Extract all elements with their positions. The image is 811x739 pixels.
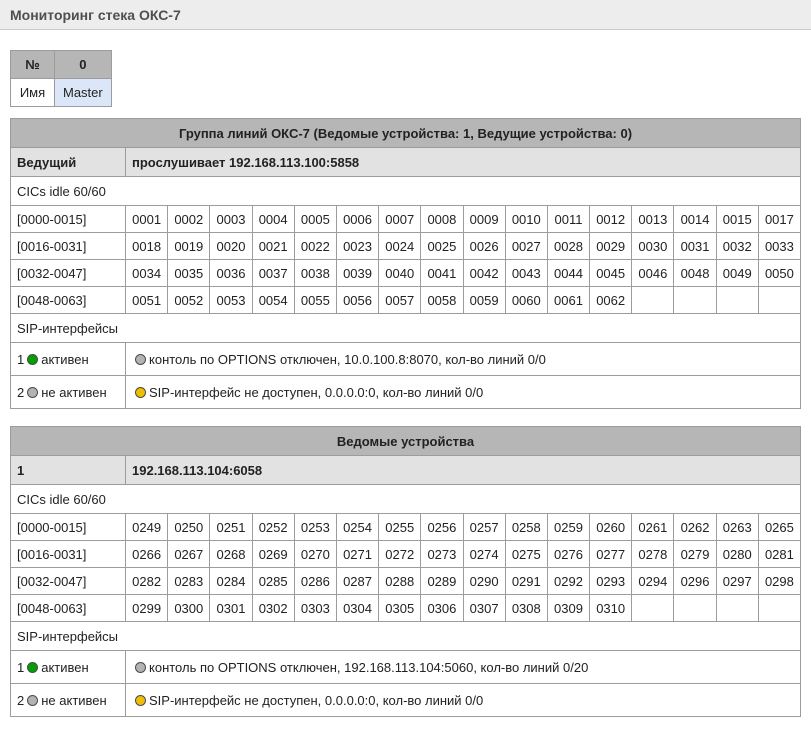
sip-number: 2 (17, 692, 25, 708)
cic-cell: 0011 (547, 206, 589, 233)
cic-range-label: [0000-0015] (11, 206, 126, 233)
sip-state-led-icon (27, 354, 38, 365)
slave-sip-1-status-cell (126, 651, 801, 684)
cic-cell: 0020 (210, 233, 252, 260)
cic-cell (632, 595, 674, 622)
cic-cell: 0253 (294, 514, 336, 541)
cic-cell: 0265 (758, 514, 800, 541)
cic-cell: 0045 (590, 260, 632, 287)
cic-cell: 0043 (505, 260, 547, 287)
cic-cell: 0032 (716, 233, 758, 260)
slave-cics-row (11, 485, 801, 514)
cic-cell: 0006 (336, 206, 378, 233)
cic-cell (674, 595, 716, 622)
sip-state-led-icon (27, 695, 38, 706)
cic-cell: 0042 (463, 260, 505, 287)
cic-cell: 0025 (421, 233, 463, 260)
cic-cell: 0275 (505, 541, 547, 568)
slave-role-row (11, 456, 801, 485)
cic-cell: 0038 (294, 260, 336, 287)
cic-cell: 0274 (463, 541, 505, 568)
cic-cell: 0260 (590, 514, 632, 541)
slave-sip-title-row (11, 622, 801, 651)
cic-cell: 0057 (379, 287, 421, 314)
cic-cell: 0018 (126, 233, 168, 260)
cic-cell: 0310 (590, 595, 632, 622)
cic-cell: 0058 (421, 287, 463, 314)
cic-cell: 0308 (505, 595, 547, 622)
cic-cell: 0302 (252, 595, 294, 622)
sip-number: 1 (17, 659, 25, 675)
cic-cell: 0269 (252, 541, 294, 568)
device-number-row (11, 51, 112, 79)
cic-cell: 0050 (758, 260, 800, 287)
cic-cell: 0278 (632, 541, 674, 568)
cic-row (11, 568, 801, 595)
cic-cell (716, 595, 758, 622)
cic-cell: 0061 (547, 287, 589, 314)
cic-cell: 0001 (126, 206, 168, 233)
device-number-value: 0 (55, 51, 112, 79)
device-name-value: Master (55, 79, 112, 107)
cic-cell: 0035 (168, 260, 210, 287)
cic-cell: 0007 (379, 206, 421, 233)
cic-cell: 0249 (126, 514, 168, 541)
cic-cell: 0280 (716, 541, 758, 568)
cic-range-label: [0016-0031] (11, 233, 126, 260)
cic-cell: 0056 (336, 287, 378, 314)
sip-status-text: SIP-интерфейс не доступен, 0.0.0.0:0, кол-во линий 0/0 (149, 692, 484, 708)
cic-cell: 0017 (758, 206, 800, 233)
cic-cell: 0279 (674, 541, 716, 568)
cic-cell: 0277 (590, 541, 632, 568)
cic-cell: 0015 (716, 206, 758, 233)
master-group-title-row (11, 119, 801, 148)
cic-cell: 0055 (294, 287, 336, 314)
cic-cell (632, 287, 674, 314)
cic-cell: 0251 (210, 514, 252, 541)
slave-sip-1-state-cell (11, 651, 126, 684)
slave-sip-row-1 (11, 651, 801, 684)
master-cics-row (11, 177, 801, 206)
cic-cell: 0023 (336, 233, 378, 260)
cic-cell: 0301 (210, 595, 252, 622)
cic-cell: 0284 (210, 568, 252, 595)
cic-cell: 0292 (547, 568, 589, 595)
cic-cell: 0002 (168, 206, 210, 233)
cic-cell: 0293 (590, 568, 632, 595)
cic-cell: 0252 (252, 514, 294, 541)
cic-cell: 0003 (210, 206, 252, 233)
cic-cell: 0060 (505, 287, 547, 314)
cic-cell: 0309 (547, 595, 589, 622)
master-sip-1-status-cell (126, 343, 801, 376)
cic-cell: 0021 (252, 233, 294, 260)
sip-state-led-icon (27, 662, 38, 673)
master-sip-2-state-cell (11, 376, 126, 409)
cic-cell: 0022 (294, 233, 336, 260)
cic-row (11, 595, 801, 622)
cic-cell: 0272 (379, 541, 421, 568)
sip-state-label: не активен (41, 384, 107, 400)
master-sip-row-1 (11, 343, 801, 376)
main-content (0, 30, 811, 739)
master-sip-title-row (11, 314, 801, 343)
master-group-table (10, 118, 801, 409)
cic-cell: 0266 (126, 541, 168, 568)
device-name-row (11, 79, 112, 107)
cic-cell: 0062 (590, 287, 632, 314)
cic-cell: 0019 (168, 233, 210, 260)
master-role-row (11, 148, 801, 177)
cic-cell: 0297 (716, 568, 758, 595)
cic-cell: 0010 (505, 206, 547, 233)
cic-range-label: [0048-0063] (11, 287, 126, 314)
cic-cell: 0270 (294, 541, 336, 568)
cic-cell: 0306 (421, 595, 463, 622)
cic-cell: 0005 (294, 206, 336, 233)
device-number-label: № (11, 51, 55, 79)
cic-cell: 0276 (547, 541, 589, 568)
cic-cell: 0053 (210, 287, 252, 314)
page-header (0, 0, 811, 30)
slave-group-title-row (11, 427, 801, 456)
cic-cell: 0290 (463, 568, 505, 595)
cic-cell: 0030 (632, 233, 674, 260)
sip-status-led-icon (135, 354, 146, 365)
cic-cell: 0296 (674, 568, 716, 595)
cic-cell: 0041 (421, 260, 463, 287)
cic-range-label: [0032-0047] (11, 568, 126, 595)
cic-cell: 0012 (590, 206, 632, 233)
cic-cell: 0027 (505, 233, 547, 260)
device-info-table (10, 50, 112, 107)
cic-cell: 0281 (758, 541, 800, 568)
master-listen-address: прослушивает 192.168.113.100:5858 (126, 148, 801, 177)
sip-status-led-icon (135, 662, 146, 673)
slave-group-title: Ведомые устройства (11, 427, 801, 456)
master-group-title: Группа линий ОКС-7 (Ведомые устройства: 1, Ведущие устройства: 0) (11, 119, 801, 148)
cic-cell: 0255 (379, 514, 421, 541)
master-sip-title: SIP-интерфейсы (11, 314, 801, 343)
slave-devices-table (10, 426, 801, 717)
cic-cell: 0262 (674, 514, 716, 541)
cic-range-label: [0016-0031] (11, 541, 126, 568)
cic-cell: 0039 (336, 260, 378, 287)
cic-cell: 0261 (632, 514, 674, 541)
cic-cell: 0024 (379, 233, 421, 260)
cic-row (11, 514, 801, 541)
cic-cell: 0029 (590, 233, 632, 260)
sip-number: 2 (17, 384, 25, 400)
cic-cell (758, 287, 800, 314)
cic-cell: 0026 (463, 233, 505, 260)
slave-sip-2-state-cell (11, 684, 126, 717)
cic-cell: 0263 (716, 514, 758, 541)
cic-cell: 0305 (379, 595, 421, 622)
cic-range-label: [0032-0047] (11, 260, 126, 287)
cic-cell (758, 595, 800, 622)
cic-cell: 0037 (252, 260, 294, 287)
cic-cell (674, 287, 716, 314)
cic-cell: 0008 (421, 206, 463, 233)
cic-cell: 0036 (210, 260, 252, 287)
sip-number: 1 (17, 351, 25, 367)
cic-cell: 0259 (547, 514, 589, 541)
slave-device-number: 1 (11, 456, 126, 485)
cic-cell: 0282 (126, 568, 168, 595)
master-role-label: Ведущий (11, 148, 126, 177)
cic-cell: 0291 (505, 568, 547, 595)
cic-cell: 0287 (336, 568, 378, 595)
sip-status-led-icon (135, 387, 146, 398)
cic-cell: 0288 (379, 568, 421, 595)
cic-row (11, 206, 801, 233)
master-sip-1-state-cell (11, 343, 126, 376)
cic-cell: 0054 (252, 287, 294, 314)
cic-row (11, 260, 801, 287)
sip-status-text: SIP-интерфейс не доступен, 0.0.0.0:0, кол-во линий 0/0 (149, 384, 484, 400)
cic-cell: 0014 (674, 206, 716, 233)
cic-range-label: [0048-0063] (11, 595, 126, 622)
cic-cell: 0028 (547, 233, 589, 260)
cic-cell: 0052 (168, 287, 210, 314)
slave-sip-row-2 (11, 684, 801, 717)
cic-row (11, 541, 801, 568)
sip-state-label: активен (41, 659, 89, 675)
cic-cell: 0267 (168, 541, 210, 568)
cic-cell: 0040 (379, 260, 421, 287)
page-title: Мониторинг стека ОКС-7 (10, 6, 181, 23)
cic-cell: 0268 (210, 541, 252, 568)
cic-cell: 0298 (758, 568, 800, 595)
cic-cell: 0299 (126, 595, 168, 622)
cic-cell: 0046 (632, 260, 674, 287)
sip-state-label: не активен (41, 692, 107, 708)
cic-cell: 0294 (632, 568, 674, 595)
cic-cell: 0289 (421, 568, 463, 595)
sip-status-text: контоль по OPTIONS отключен, 192.168.113.104:5060, кол-во линий 0/20 (149, 659, 589, 675)
cic-cell: 0059 (463, 287, 505, 314)
master-sip-row-2 (11, 376, 801, 409)
cic-cell: 0034 (126, 260, 168, 287)
cic-cell: 0254 (336, 514, 378, 541)
cic-cell: 0273 (421, 541, 463, 568)
cic-cell: 0257 (463, 514, 505, 541)
cic-cell: 0304 (336, 595, 378, 622)
cic-cell: 0283 (168, 568, 210, 595)
cic-cell: 0033 (758, 233, 800, 260)
cic-cell: 0258 (505, 514, 547, 541)
cic-row (11, 287, 801, 314)
sip-state-led-icon (27, 387, 38, 398)
slave-cics-idle: CICs idle 60/60 (11, 485, 801, 514)
cic-cell: 0303 (294, 595, 336, 622)
cic-cell: 0271 (336, 541, 378, 568)
cic-row (11, 233, 801, 260)
cic-cell: 0049 (716, 260, 758, 287)
sip-status-led-icon (135, 695, 146, 706)
cic-cell: 0031 (674, 233, 716, 260)
cic-cell: 0307 (463, 595, 505, 622)
master-cics-idle: CICs idle 60/60 (11, 177, 801, 206)
sip-state-label: активен (41, 351, 89, 367)
master-sip-2-status-cell (126, 376, 801, 409)
cic-cell: 0300 (168, 595, 210, 622)
sip-status-text: контоль по OPTIONS отключен, 10.0.100.8:8070, кол-во линий 0/0 (149, 351, 546, 367)
cic-cell: 0044 (547, 260, 589, 287)
cic-range-label: [0000-0015] (11, 514, 126, 541)
cic-cell: 0051 (126, 287, 168, 314)
cic-cell: 0286 (294, 568, 336, 595)
cic-cell: 0048 (674, 260, 716, 287)
slave-device-address: 192.168.113.104:6058 (126, 456, 801, 485)
slave-sip-title: SIP-интерфейсы (11, 622, 801, 651)
cic-cell: 0256 (421, 514, 463, 541)
cic-cell: 0285 (252, 568, 294, 595)
cic-cell: 0013 (632, 206, 674, 233)
cic-cell (716, 287, 758, 314)
slave-sip-2-status-cell (126, 684, 801, 717)
device-name-label: Имя (11, 79, 55, 107)
cic-cell: 0009 (463, 206, 505, 233)
cic-cell: 0004 (252, 206, 294, 233)
cic-cell: 0250 (168, 514, 210, 541)
